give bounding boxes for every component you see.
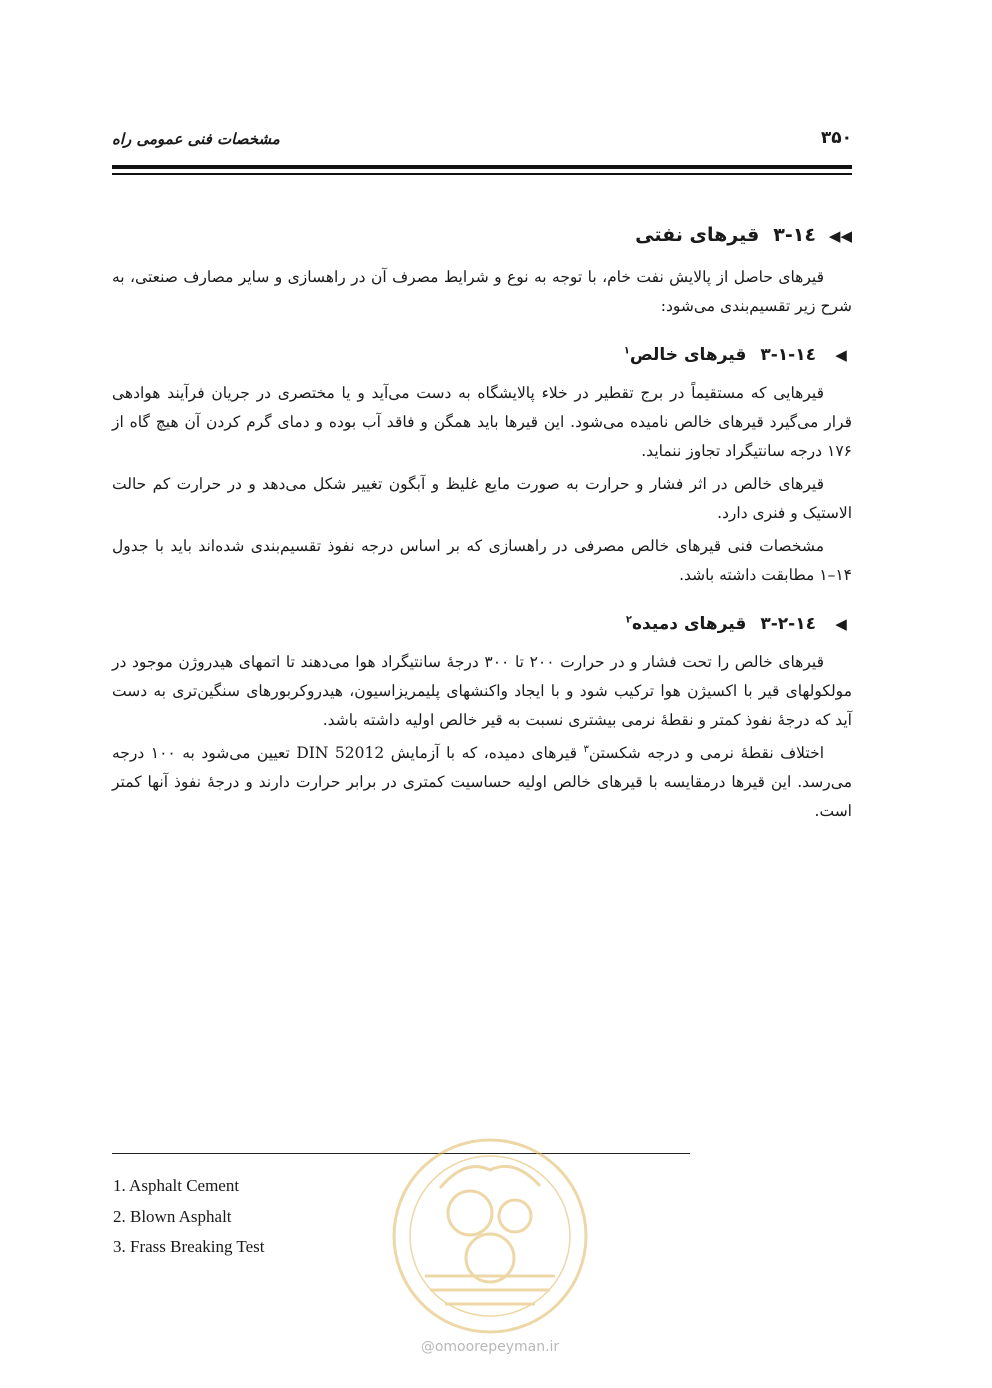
paragraph: قیرهای خالص در اثر فشار و حرارت به صورت مایع غلیظ و آبگون تغییر شکل می‌دهد و در حرارت کم حالت الاستیک و فنری دارد.: [112, 475, 852, 522]
footnote-ref: ۱: [623, 345, 630, 357]
page-number: ۳۵۰: [820, 128, 852, 148]
subsection-number: ۱٤-۳-۲: [760, 614, 816, 634]
section-number: ۱٤-۳: [773, 224, 816, 246]
running-title: مشخصات فنی عمومی راه: [112, 130, 280, 148]
paragraph: قیرهای خالص را تحت فشار و در حرارت ۲۰۰ تا ۳۰۰ درجهٔ سانتیگراد هوا می‌دهند تا اتمهای هیدروژن موجود در مولکولهای قیر با اکسیژن هوا ترکیب شود و با ایجاد واکنشهای پلیمریزاسیون، هیدروکربورهای سنگین‌تری به دست آید که درجهٔ نفوذ کمتر و نقطهٔ نرمی بیشتری نسبت به قیر خالص اولیه داشته باشد.: [112, 653, 852, 729]
footnote-item: 2. Blown Asphalt: [113, 1206, 232, 1226]
footnotes: [113, 1171, 264, 1263]
paragraph: اختلاف نقطهٔ نرمی و درجه شکستن$^۳$ قیرهای دمیده، که با آزمایش DIN 52012 تعیین می‌شود به ۱۰۰ درجه می‌رسد. این قیرها درمقایسه با قیرهای خالص اولیه حساسیت کمتری در برابر حرارت دارند و درجهٔ نفوذ آنها کمتر است.: [112, 743, 852, 820]
arrow-marker-icon: ◀: [835, 346, 847, 364]
subsection-number: ۱٤-۳-۱: [760, 345, 816, 365]
page-header: [112, 128, 852, 154]
footnote-ref: ۳: [583, 743, 589, 755]
subsection-heading-1: [112, 337, 852, 373]
footnote-item: 1. Asphalt Cement: [113, 1176, 240, 1195]
watermark-text: @omoorepeyman.ir: [420, 1339, 560, 1355]
section-heading: [112, 215, 852, 255]
arrow-marker-icon: ◀: [835, 615, 847, 633]
header-rule-thin: [112, 173, 852, 175]
section-title: قیرهای نفتی: [635, 224, 760, 246]
subsection-title: قیرهای دمیده$^۲$: [625, 614, 747, 634]
footnote-item: 3. Frass Breaking Test: [113, 1237, 265, 1256]
paragraph: قیرهایی که مستقیماً در برج تقطیر در خلاء پالایشگاه به دست می‌آید و یا مختصری در جریان فرآیند هوادهی قرار می‌گیرد قیرهای خالص نامیده می‌شود. این قیرها باید همگن و فاقد آب بوده و دمای گرم کردن آن هیچ گاه از ۱۷۶ درجه سانتیگراد تجاوز ننماید.: [112, 384, 852, 460]
footnote-ref: ۲: [625, 614, 632, 626]
paragraph: مشخصات فنی قیرهای خالص مصرفی در راهسازی که بر اساس درجه نفوذ تقسیم‌بندی شده‌اند باید با جدول ۱۴–۱ مطابقت داشته باشد.: [112, 537, 852, 584]
watermark-logo: [385, 1118, 595, 1363]
section-intro: قیرهای حاصل از پالایش نفت خام، با توجه به نوع و شرایط مصرف آن در راهسازی و سایر مصارف صنعتی، به شرح زیر تقسیم‌بندی می‌شود:: [112, 268, 852, 315]
double-arrow-marker-icon: ◀◀: [828, 227, 852, 245]
header-rule-thick: [112, 165, 852, 169]
page-content: [112, 215, 852, 826]
subsection-title: قیرهای خالص$^۱$: [623, 345, 747, 365]
subsection-heading-2: [112, 606, 852, 642]
